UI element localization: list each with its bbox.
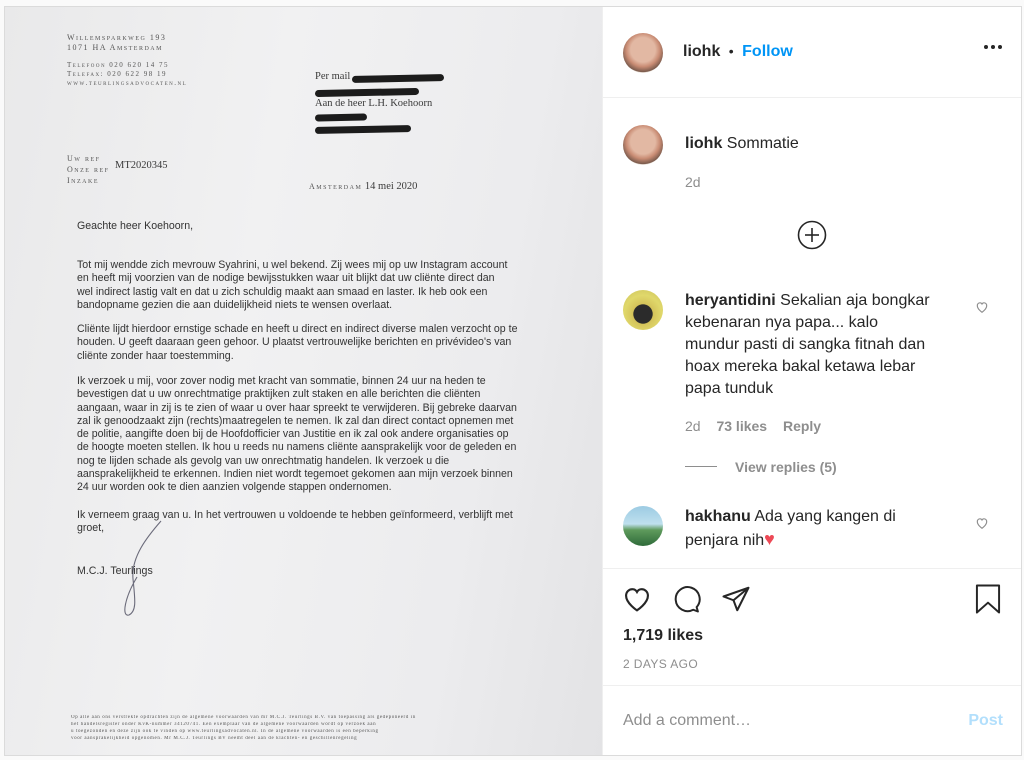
post-photo-letter — [5, 7, 603, 755]
caption-text — [685, 133, 799, 155]
add-comment-bar — [603, 685, 1021, 756]
letter-line: wel indirect lastig valt en dat u zich schuldig maakt aan smaad en laster. Ik heb ook een — [77, 285, 488, 298]
share-paper-plane-icon[interactable] — [721, 584, 751, 614]
letter-paragraph-2 — [77, 323, 522, 363]
comment-line: papa tunduk — [685, 380, 774, 397]
comment-line — [685, 528, 975, 552]
letter-ref-labels — [67, 153, 109, 186]
comment-text — [685, 506, 975, 552]
comment-line: hoax mereka bakal ketawa lebar — [685, 358, 916, 375]
post-sidebar — [603, 7, 1021, 755]
follow-button[interactable]: Follow — [742, 43, 793, 60]
add-comment-input[interactable]: Add a comment… — [623, 712, 752, 729]
letter-sender-contact — [67, 61, 187, 88]
ref-label: Inzake — [67, 176, 99, 185]
comment-text — [685, 290, 975, 400]
header-title-row — [683, 43, 793, 61]
caption-body: Sommatie — [726, 135, 799, 152]
per-mail-label: Per mail — [315, 71, 351, 82]
reply-button[interactable]: Reply — [782, 418, 822, 434]
comment-body: penjara nih — [685, 532, 765, 549]
letter-date: 14 mei 2020 — [364, 181, 418, 192]
contact-line: www.teurlingsadvocaten.nl — [67, 79, 188, 87]
separator-dot: • — [728, 43, 734, 59]
commenter-avatar[interactable] — [623, 290, 663, 330]
letter-place: Amsterdam — [309, 182, 363, 191]
comment-body: Sekalian aja bongkar — [780, 292, 930, 309]
ref-label: Uw ref — [67, 154, 101, 163]
letter-signature-name: M.C.J. Teurlings — [77, 565, 153, 577]
more-options-icon[interactable] — [983, 37, 1003, 57]
letter-salutation: Geachte heer Koehoorn, — [77, 220, 194, 232]
comment-meta-row — [685, 418, 821, 434]
letter-paragraph-3 — [77, 375, 522, 495]
post-comment-button[interactable]: Post — [968, 712, 1003, 729]
replies-divider — [685, 466, 717, 467]
letter-line: aangaan, waar in zij is te zien of waar u over haar spreekt te verwijderen. Bij gebreke daarvan — [77, 401, 517, 414]
author-avatar[interactable] — [623, 33, 663, 73]
redaction-bar — [315, 88, 419, 97]
letter-line: houden. U geeft daaraan geen gehoor. U plaatst vertrouwelijke berichten en privévideo's van — [77, 336, 512, 349]
letter-line: cliënte zonder haar toestemming. — [77, 349, 234, 362]
letter-line: zal ik genoodzaakt zijn (rechts)maatregelen te nemen. Ik zal dan direct contact opnemen met — [77, 414, 514, 427]
commenter-avatar[interactable] — [623, 506, 663, 546]
letter-line: de politie, aangifte doen bij de Hoofdofficier van Justitie en ik zal ook andere organisaties op — [77, 428, 509, 441]
letter-line: de hoogte moeten stellen. Ik hou u reeds nu namens cliënte aansprakelijk voor de geleden en — [77, 441, 517, 454]
address-line: Willemsparkweg 193 — [67, 33, 167, 42]
contact-line: Telefoon 020 620 14 75 — [67, 61, 170, 69]
footer-fine-print-line: voor aansprakelijkheid opgenomen. Mr M.C.J. Teurlings BV neemt deel aan de klachten- en geschillenregeling — [71, 736, 358, 741]
author-username[interactable]: liohk — [683, 43, 721, 60]
comment-like-heart-icon[interactable] — [975, 300, 989, 314]
letter-line: bandopname gezien die aan duidelijkheid niets te wensen overlaat. — [77, 298, 393, 311]
letter-line: Tot mij wendde zich mevrouw Syahrini, u wel bekend. Zij wees mij op uw Instagram account — [77, 259, 508, 271]
load-more-comments-icon[interactable] — [797, 220, 827, 250]
letter-sender-address — [67, 33, 166, 53]
post-header — [603, 7, 1021, 98]
redaction-bar — [315, 113, 367, 121]
letter-line: nog te lijden schade als gevolg van uw onrechtmatig handelen. Ik verzoek u die — [77, 454, 450, 467]
comment-line — [685, 506, 975, 528]
caption-time[interactable]: 2d — [685, 174, 701, 190]
letter-date-line — [309, 181, 417, 192]
letter-line: Ik verzoek u mij, voor zover nodig met kracht van sommatie, binnen 24 uur na heden te — [77, 375, 486, 387]
caption-avatar[interactable] — [623, 125, 663, 165]
letter-line: en heeft mij voorzien van de nodige bewijsstukken waar uit blijkt dat uw cliënte direct dan — [77, 272, 495, 285]
instagram-post — [4, 6, 1022, 756]
comments-section[interactable] — [603, 98, 1021, 568]
address-line: 1071 HA Amsterdam — [67, 43, 163, 52]
comment-time[interactable]: 2d — [685, 418, 701, 434]
footer-fine-print-line: Op alle aan ons verstrekte opdrachten zijn de algemene voorwaarden van mr M.C.J. Teurlings B.V. van toepassing als gedeponeerd in — [71, 715, 416, 720]
letter-line: 24 uur worden ook te dien aanzien volgende stappen ondernomen. — [77, 481, 392, 494]
letter-line: Ik verneem graag van u. In het vertrouwen u voldoende te hebben geïnformeerd, verblijft met — [77, 509, 513, 521]
view-replies-button[interactable]: View replies (5) — [735, 459, 837, 475]
caption-username[interactable]: liohk — [685, 135, 723, 152]
comment-likes-count[interactable]: 73 likes — [716, 418, 768, 434]
redaction-bar — [315, 125, 411, 134]
like-heart-icon[interactable] — [621, 583, 653, 615]
post-timestamp[interactable]: 2 DAYS AGO — [623, 657, 699, 671]
letter-line: bevestigen dat u uw onrechtmatige praktijken zult staken en alle berichten die cliënten — [77, 388, 481, 401]
save-bookmark-icon[interactable] — [973, 583, 1003, 615]
letter-recipient: Aan de heer L.H. Koehoorn — [315, 98, 433, 109]
letter-line: aansprakelijkheid te erkennen. Indien niet wordt tegemoet gekomen aan mijn verzoek binnen — [77, 468, 513, 481]
letter-line: groet, — [77, 522, 105, 535]
comment-username[interactable]: hakhanu — [685, 508, 751, 525]
comment-bubble-icon[interactable] — [671, 584, 701, 614]
post-actions — [603, 568, 1021, 686]
comment-username[interactable]: heryantidini — [685, 292, 776, 309]
comment-line: mundur pasti di sangka fitnah dan — [685, 336, 926, 353]
post-likes-count[interactable]: 1,719 likes — [623, 627, 704, 644]
footer-fine-print-line: het handelsregister onder KvK-nummer 34120741. Een exemplaar van de algemene voorwaarden wordt op verzoek aan — [71, 722, 377, 727]
letter-line: Cliënte lijdt hierdoor ernstige schade en heeft u direct en indirect diverse malen verzocht op te — [77, 323, 518, 335]
comment-line — [685, 290, 975, 312]
ref-label: Onze ref — [67, 165, 110, 174]
footer-fine-print-line: u toegezonden en deze zijn ook te vinden op www.teurlingsadvocaten.nl. In de algemene voorwaarden is een beperking — [71, 729, 379, 734]
comment-like-heart-icon[interactable] — [975, 516, 989, 530]
letter-paragraph-1 — [77, 259, 522, 312]
redaction-bar — [352, 74, 444, 83]
comment-body: Ada yang kangen di — [754, 508, 896, 525]
comment-line: kebenaran nya papa... kalo — [685, 314, 879, 331]
letter-our-ref: MT2020345 — [115, 160, 168, 171]
contact-line: Telefax: 020 622 98 19 — [67, 70, 168, 78]
red-heart-emoji-icon: ♥ — [764, 529, 775, 549]
